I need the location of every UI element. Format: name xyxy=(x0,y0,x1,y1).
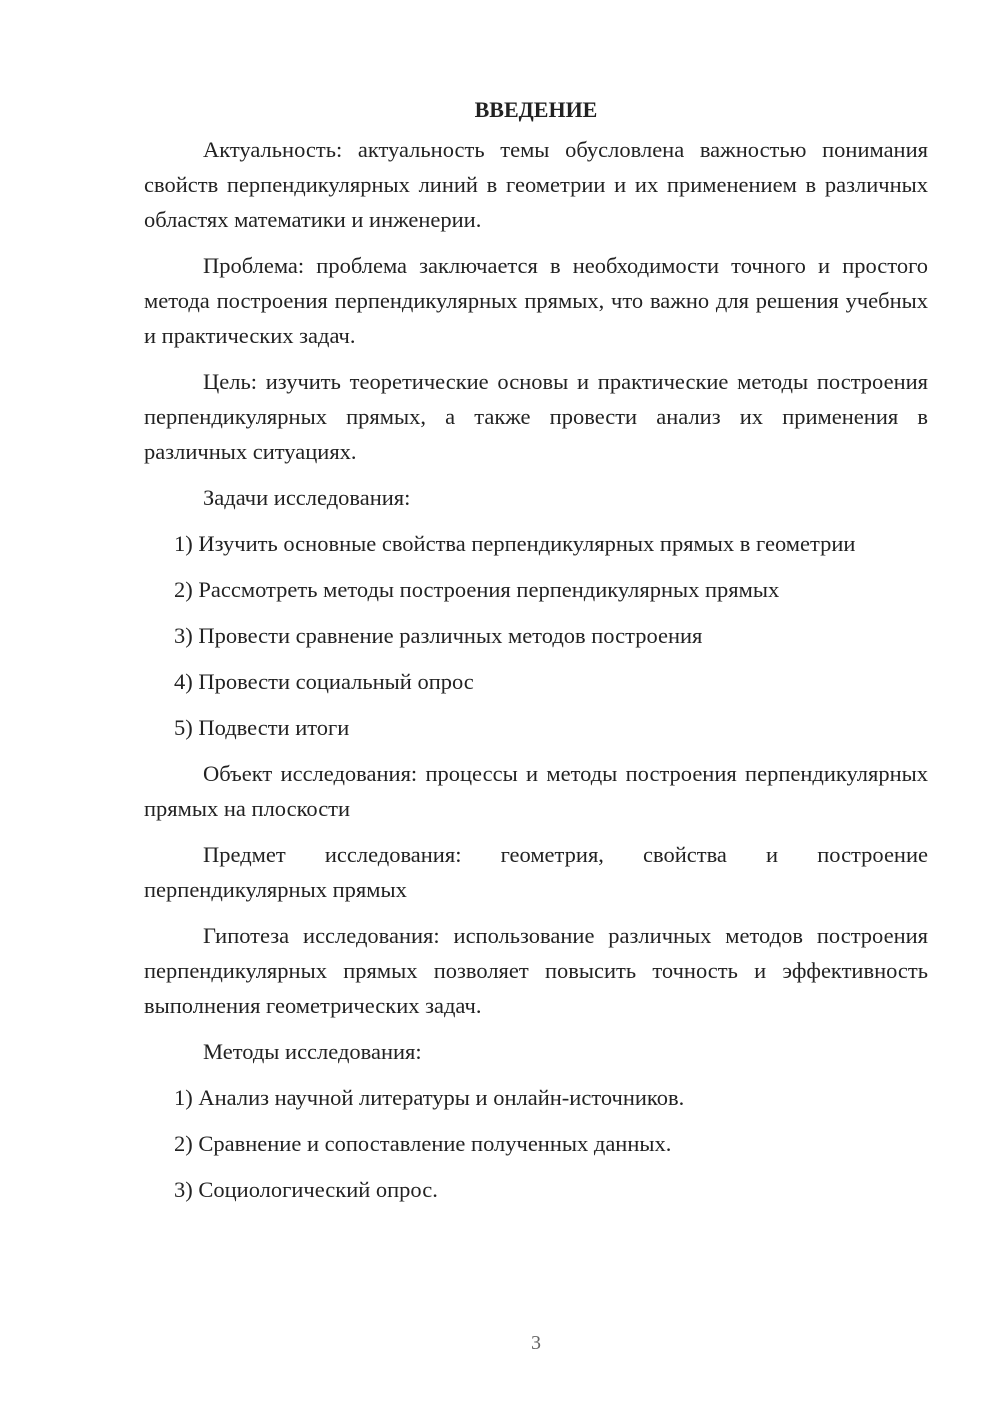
methods-label: Методы исследования: xyxy=(203,1039,422,1064)
list-item: 1) Изучить основные свойства перпендикулярных прямых в геометрии xyxy=(174,531,856,556)
list-item: 4) Провести социальный опрос xyxy=(174,669,474,694)
tasks-label: Задачи исследования: xyxy=(203,485,411,510)
list-item: 3) Провести сравнение различных методов построения xyxy=(174,623,703,648)
relevance-paragraph: Актуальность: актуальность темы обусловлена важностью понимания свойств перпендикулярных линий в геометрии и их применением в различных областях математики и инженерии. xyxy=(144,137,928,232)
tasks-list xyxy=(144,526,928,745)
list-item: 3) Социологический опрос. xyxy=(174,1177,438,1202)
problem-paragraph: Проблема: проблема заключается в необходимости точного и простого метода построения перпендикулярных прямых, что важно для решения учебных и практических задач. xyxy=(144,253,928,348)
list-item: 2) Рассмотреть методы построения перпендикулярных прямых xyxy=(174,577,780,602)
page-number: 3 xyxy=(531,1332,541,1354)
methods-list xyxy=(144,1080,928,1207)
list-item: 2) Сравнение и сопоставление полученных данных. xyxy=(174,1131,672,1156)
list-item: 5) Подвести итоги xyxy=(174,715,350,740)
object-paragraph: Объект исследования: процессы и методы построения перпендикулярных прямых на плоскости xyxy=(144,761,928,821)
document-page xyxy=(144,92,928,1218)
hypothesis-paragraph: Гипотеза исследования: использование различных методов построения перпендикулярных прямых позволяет повысить точность и эффективность выполнения геометрических задач. xyxy=(144,923,928,1018)
goal-paragraph: Цель: изучить теоретические основы и практические методы построения перпендикулярных прямых, а также провести анализ их применения в различных ситуациях. xyxy=(144,369,928,464)
list-item: 1) Анализ научной литературы и онлайн-источников. xyxy=(174,1085,685,1110)
subject-paragraph: Предмет исследования: геометрия, свойства и построение перпендикулярных прямых xyxy=(144,842,928,902)
section-heading: ВВЕДЕНИЕ xyxy=(474,97,598,122)
